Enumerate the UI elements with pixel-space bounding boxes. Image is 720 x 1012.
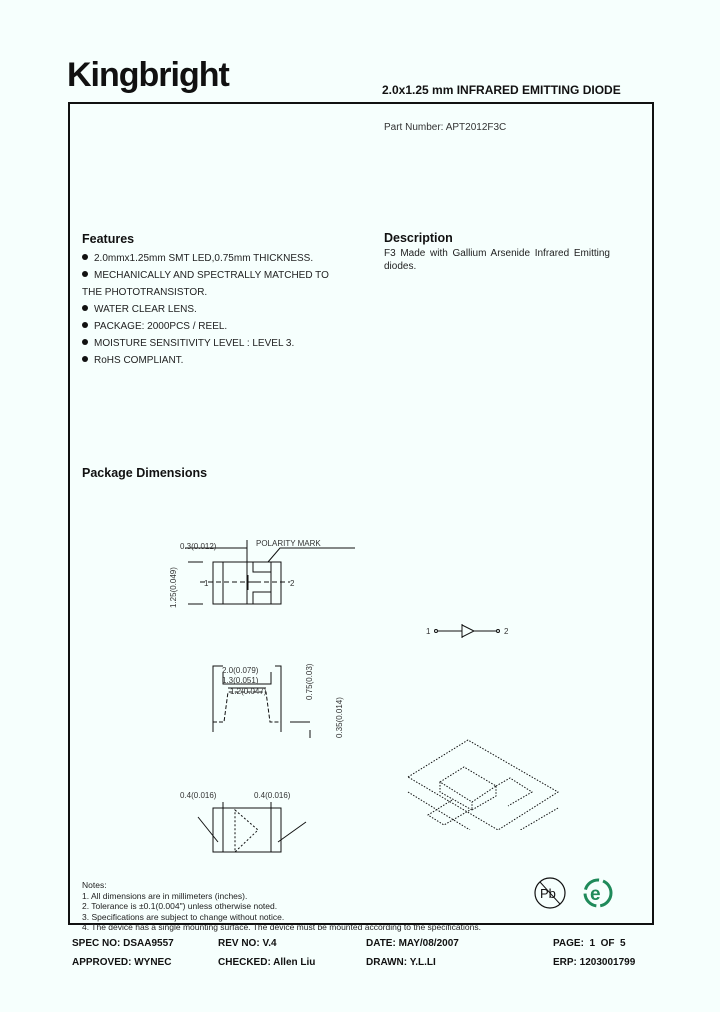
svg-text:e: e [590,884,601,905]
dim-label: 0.75(0.03) [305,663,314,700]
dim-label: 1.25(0.049) [169,567,178,608]
page-number: PAGE: 1 OF 5 [553,938,626,949]
feature-item: WATER CLEAR LENS. [82,301,372,318]
feature-item: MOISTURE SENSITIVITY LEVEL : LEVEL 3. [82,335,372,352]
diode-schematic [420,620,520,640]
dim-label: 2.0(0.079) [222,666,259,675]
pin-label: 1 [204,579,209,588]
note-item: 4. The device has a single mounting surface. The device must be mounted according to the specifications. [82,922,481,932]
kingbright-logo: Kingbright [67,56,229,94]
package-dimension-drawing [160,520,360,860]
bullet-icon [82,271,88,277]
feature-item: THE PHOTOTRANSISTOR. [82,287,208,298]
bullet-icon [82,322,88,328]
rev-no: REV NO: V.4 [218,938,277,949]
drawn: DRAWN: Y.L.LI [366,957,436,968]
feature-item: RoHS COMPLIANT. [82,352,372,369]
bullet-icon [82,305,88,311]
erp-number: ERP: 1203001799 [553,957,636,968]
dim-label: 0.4(0.016) [254,791,291,800]
description-heading: Description [384,231,453,245]
note-item: 3. Specifications are subject to change without notice. [82,911,285,922]
svg-text:1: 1 [426,627,431,636]
features-section [82,232,372,369]
isometric-package-drawing [400,730,560,830]
dim-label: 0.3(0.012) [180,542,217,551]
svg-text:2: 2 [504,627,509,636]
approved: APPROVED: WYNEC [72,957,172,968]
compliance-logos [532,874,632,914]
notes-heading: Notes: [82,880,107,890]
content-frame [68,102,654,925]
svg-text:Pb: Pb [540,886,556,901]
features-heading: Features [82,232,135,246]
feature-item: MECHANICALLY AND SPECTRALLY MATCHED TO [82,267,372,284]
package-dimensions-heading: Package Dimensions [82,466,208,480]
note-item: 1. All dimensions are in millimeters (inches). [82,890,248,901]
bullet-icon [82,339,88,345]
description-section [384,231,610,273]
dim-label: 0.4(0.016) [180,791,217,800]
pin-label: 2 [290,579,295,588]
checked: CHECKED: Allen Liu [218,957,316,968]
part-number: Part Number: APT2012F3C [384,122,507,133]
dim-label: 1.2(0.047) [230,687,267,696]
pb-free-icon [535,878,565,908]
eco-e-icon [585,880,611,906]
feature-item: PACKAGE: 2000PCS / REEL. [82,318,372,335]
document-title: 2.0x1.25 mm INFRARED EMITTING DIODE [382,83,621,97]
dim-label: 1.3(0.051) [222,676,259,685]
bullet-icon [82,356,88,362]
date: DATE: MAY/08/2007 [366,938,459,949]
polarity-label: POLARITY MARK [256,539,321,548]
feature-item: 2.0mmx1.25mm SMT LED,0.75mm THICKNESS. [82,250,372,267]
bullet-icon [82,254,88,260]
notes-section [82,880,481,933]
note-item: 2. Tolerance is ±0.1(0.004") unless otherwise noted. [82,901,278,911]
dim-label: 0.35(0.014) [335,697,344,738]
spec-no: SPEC NO: DSAA9557 [72,938,174,949]
bottom-view [198,802,306,852]
description-text: F3 Made with Gallium Arsenide Infrared Emitting diodes. [384,248,610,272]
